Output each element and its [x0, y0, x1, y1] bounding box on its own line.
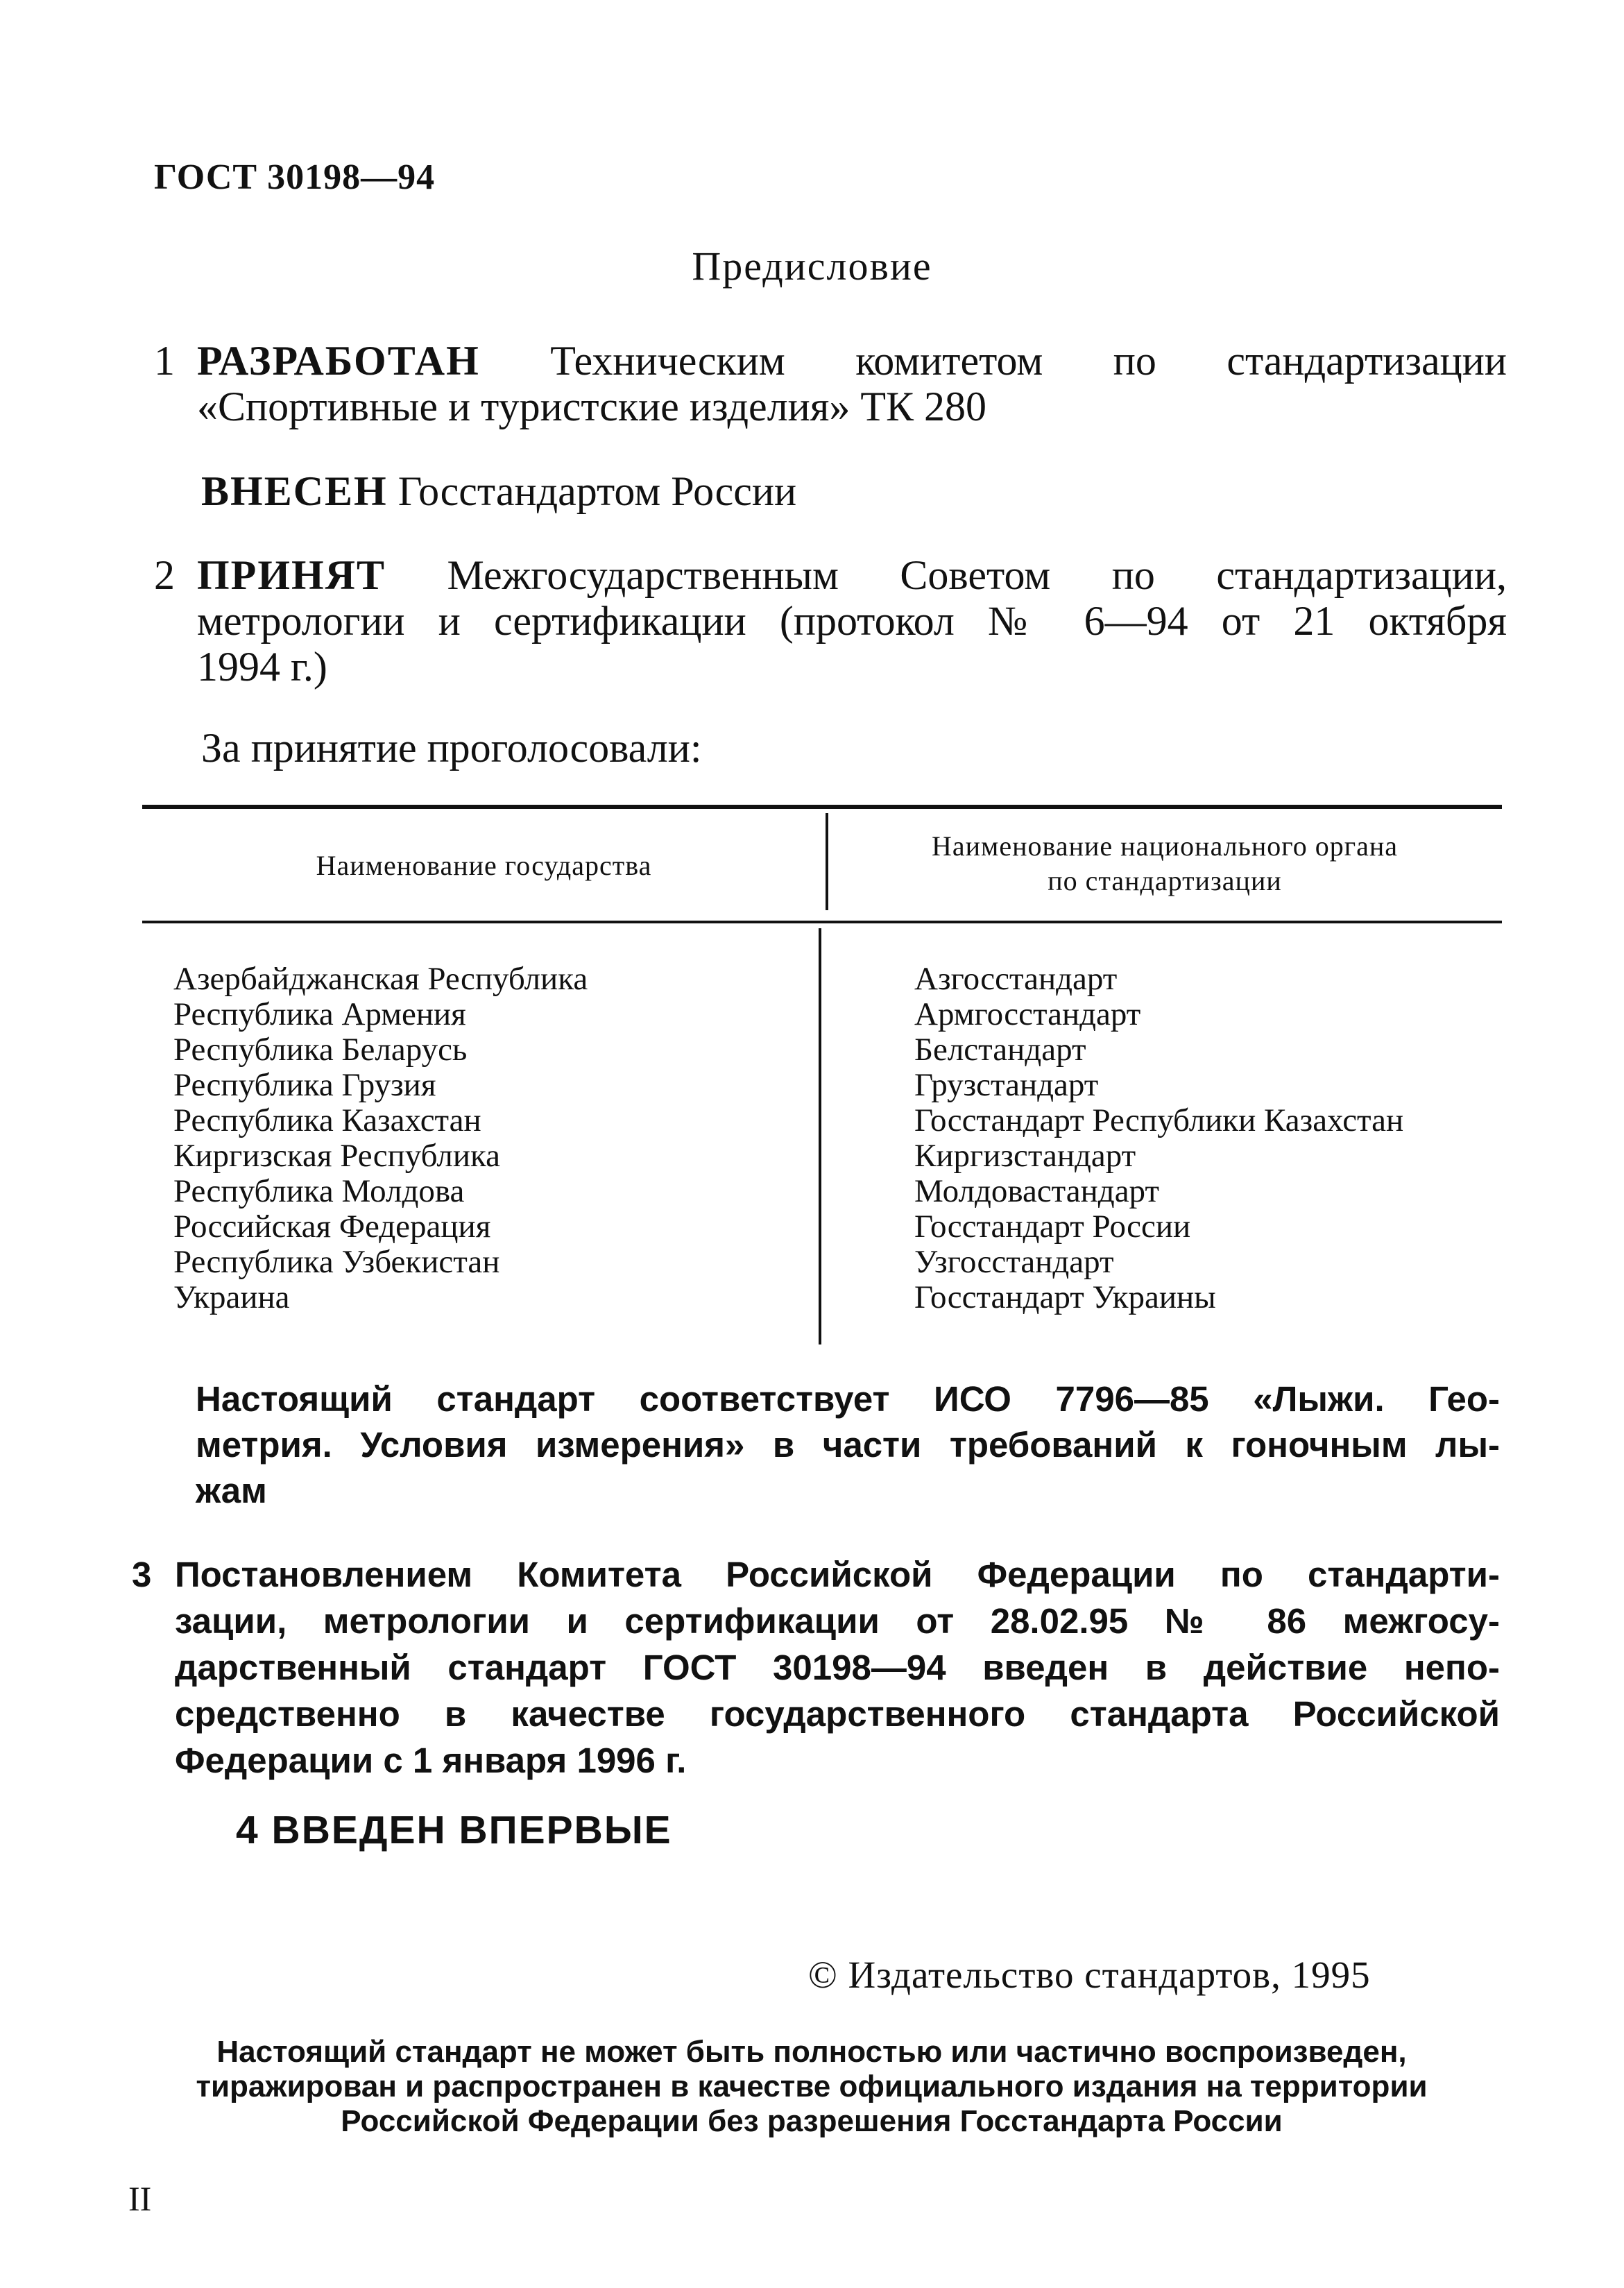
list-item: Узгосстандарт [914, 1244, 1114, 1280]
vnesen-line: ВНЕСЕН Госстандартом России [201, 468, 797, 514]
section-number: 3 [132, 1555, 152, 1594]
list-item: Республика Казахстан [173, 1102, 481, 1138]
list-item: Киргизстандарт [914, 1138, 1136, 1174]
list-item: Азербайджанская Республика [173, 961, 588, 997]
keyword-vnesen: ВНЕСЕН [201, 468, 388, 514]
section-2-line-1: ПРИНЯТ Межгосударственным Советом по стандартизации, [197, 552, 1507, 598]
keyword-prinyat: ПРИНЯТ [197, 552, 386, 598]
section-number: 2 [154, 552, 175, 598]
section-1-line-1: РАЗРАБОТАН Техническим комитетом по стандартизации [197, 338, 1507, 384]
section-1 [154, 338, 1507, 429]
table-header-state: Наименование государства [316, 850, 652, 881]
section-1-line-2: «Спортивные и туристские изделия» ТК 280 [197, 384, 987, 429]
list-item: Республика Беларусь [173, 1032, 468, 1068]
list-item: Белстандарт [914, 1032, 1086, 1068]
list-item: Госстандарт Республики Казахстан [914, 1102, 1404, 1138]
keyword-razrabotan: РАЗРАБОТАН [197, 338, 480, 384]
list-item: Армгосстандарт [914, 996, 1141, 1032]
list-item: Молдовастандарт [914, 1173, 1159, 1209]
list-item: Украина [173, 1279, 290, 1315]
page-number: II [128, 2179, 152, 2218]
list-item: Грузстандарт [914, 1067, 1099, 1103]
list-item: Республика Узбекистан [173, 1244, 500, 1280]
reproduction-notice: Настоящий стандарт не может быть полностью или частично воспроизведен, тиражирован и распространен в качестве официального издания на территории Российской Федерации без разрешения Госстандарта России [196, 2035, 1428, 2138]
section-4: 4 ВВЕДЕН ВПЕРВЫЕ [236, 1808, 672, 1852]
list-item: Российская Федерация [173, 1209, 491, 1245]
section-3: 3 Постановлением Комитета Российской Федерации по стандарти- зации, метрологии и сертификации от 28.02.95 № 86 межгосу- дарственный стандарт ГОСТ 30198—94 введен в действие непо- средственно в качестве государственного стандарта Российской Федерации с 1 января 1996 г. [132, 1551, 1500, 1784]
document-code: ГОСТ 30198—94 [154, 157, 436, 197]
state-list [173, 962, 588, 1315]
list-item: Госстандарт Украины [914, 1279, 1216, 1315]
list-item: Республика Молдова [173, 1173, 465, 1209]
page-title: Предисловие [692, 244, 932, 289]
list-item: Госстандарт России [914, 1209, 1191, 1245]
copyright: © Издательство стандартов, 1995 [808, 1954, 1371, 1996]
section-2-line-3: 1994 г.) [197, 644, 327, 690]
list-item: Киргизская Республика [173, 1138, 500, 1174]
table-top-rule [142, 805, 1502, 809]
iso-compliance-paragraph: Настоящий стандарт соответствует ИСО 7796—85 «Лыжи. Гео- метрия. Условия измерения» в части требований к гоночным лы- жам [196, 1379, 1500, 1510]
table-header-body: Наименование национального органа по стандартизации [931, 830, 1399, 896]
table-header-rule [142, 921, 1502, 923]
list-item: Азгосстандарт [914, 961, 1118, 997]
list-item: Республика Армения [173, 996, 466, 1032]
standards-body-list [914, 962, 1403, 1315]
list-item: Республика Грузия [173, 1067, 436, 1103]
section-number: 1 [154, 338, 175, 384]
section-2-line-2: метрологии и сертификации (протокол № 6—94 от 21 октября [197, 598, 1507, 644]
section-2 [154, 552, 1507, 690]
table-body-divider [819, 928, 821, 1344]
voted-heading: За принятие проголосовали: [201, 725, 702, 771]
